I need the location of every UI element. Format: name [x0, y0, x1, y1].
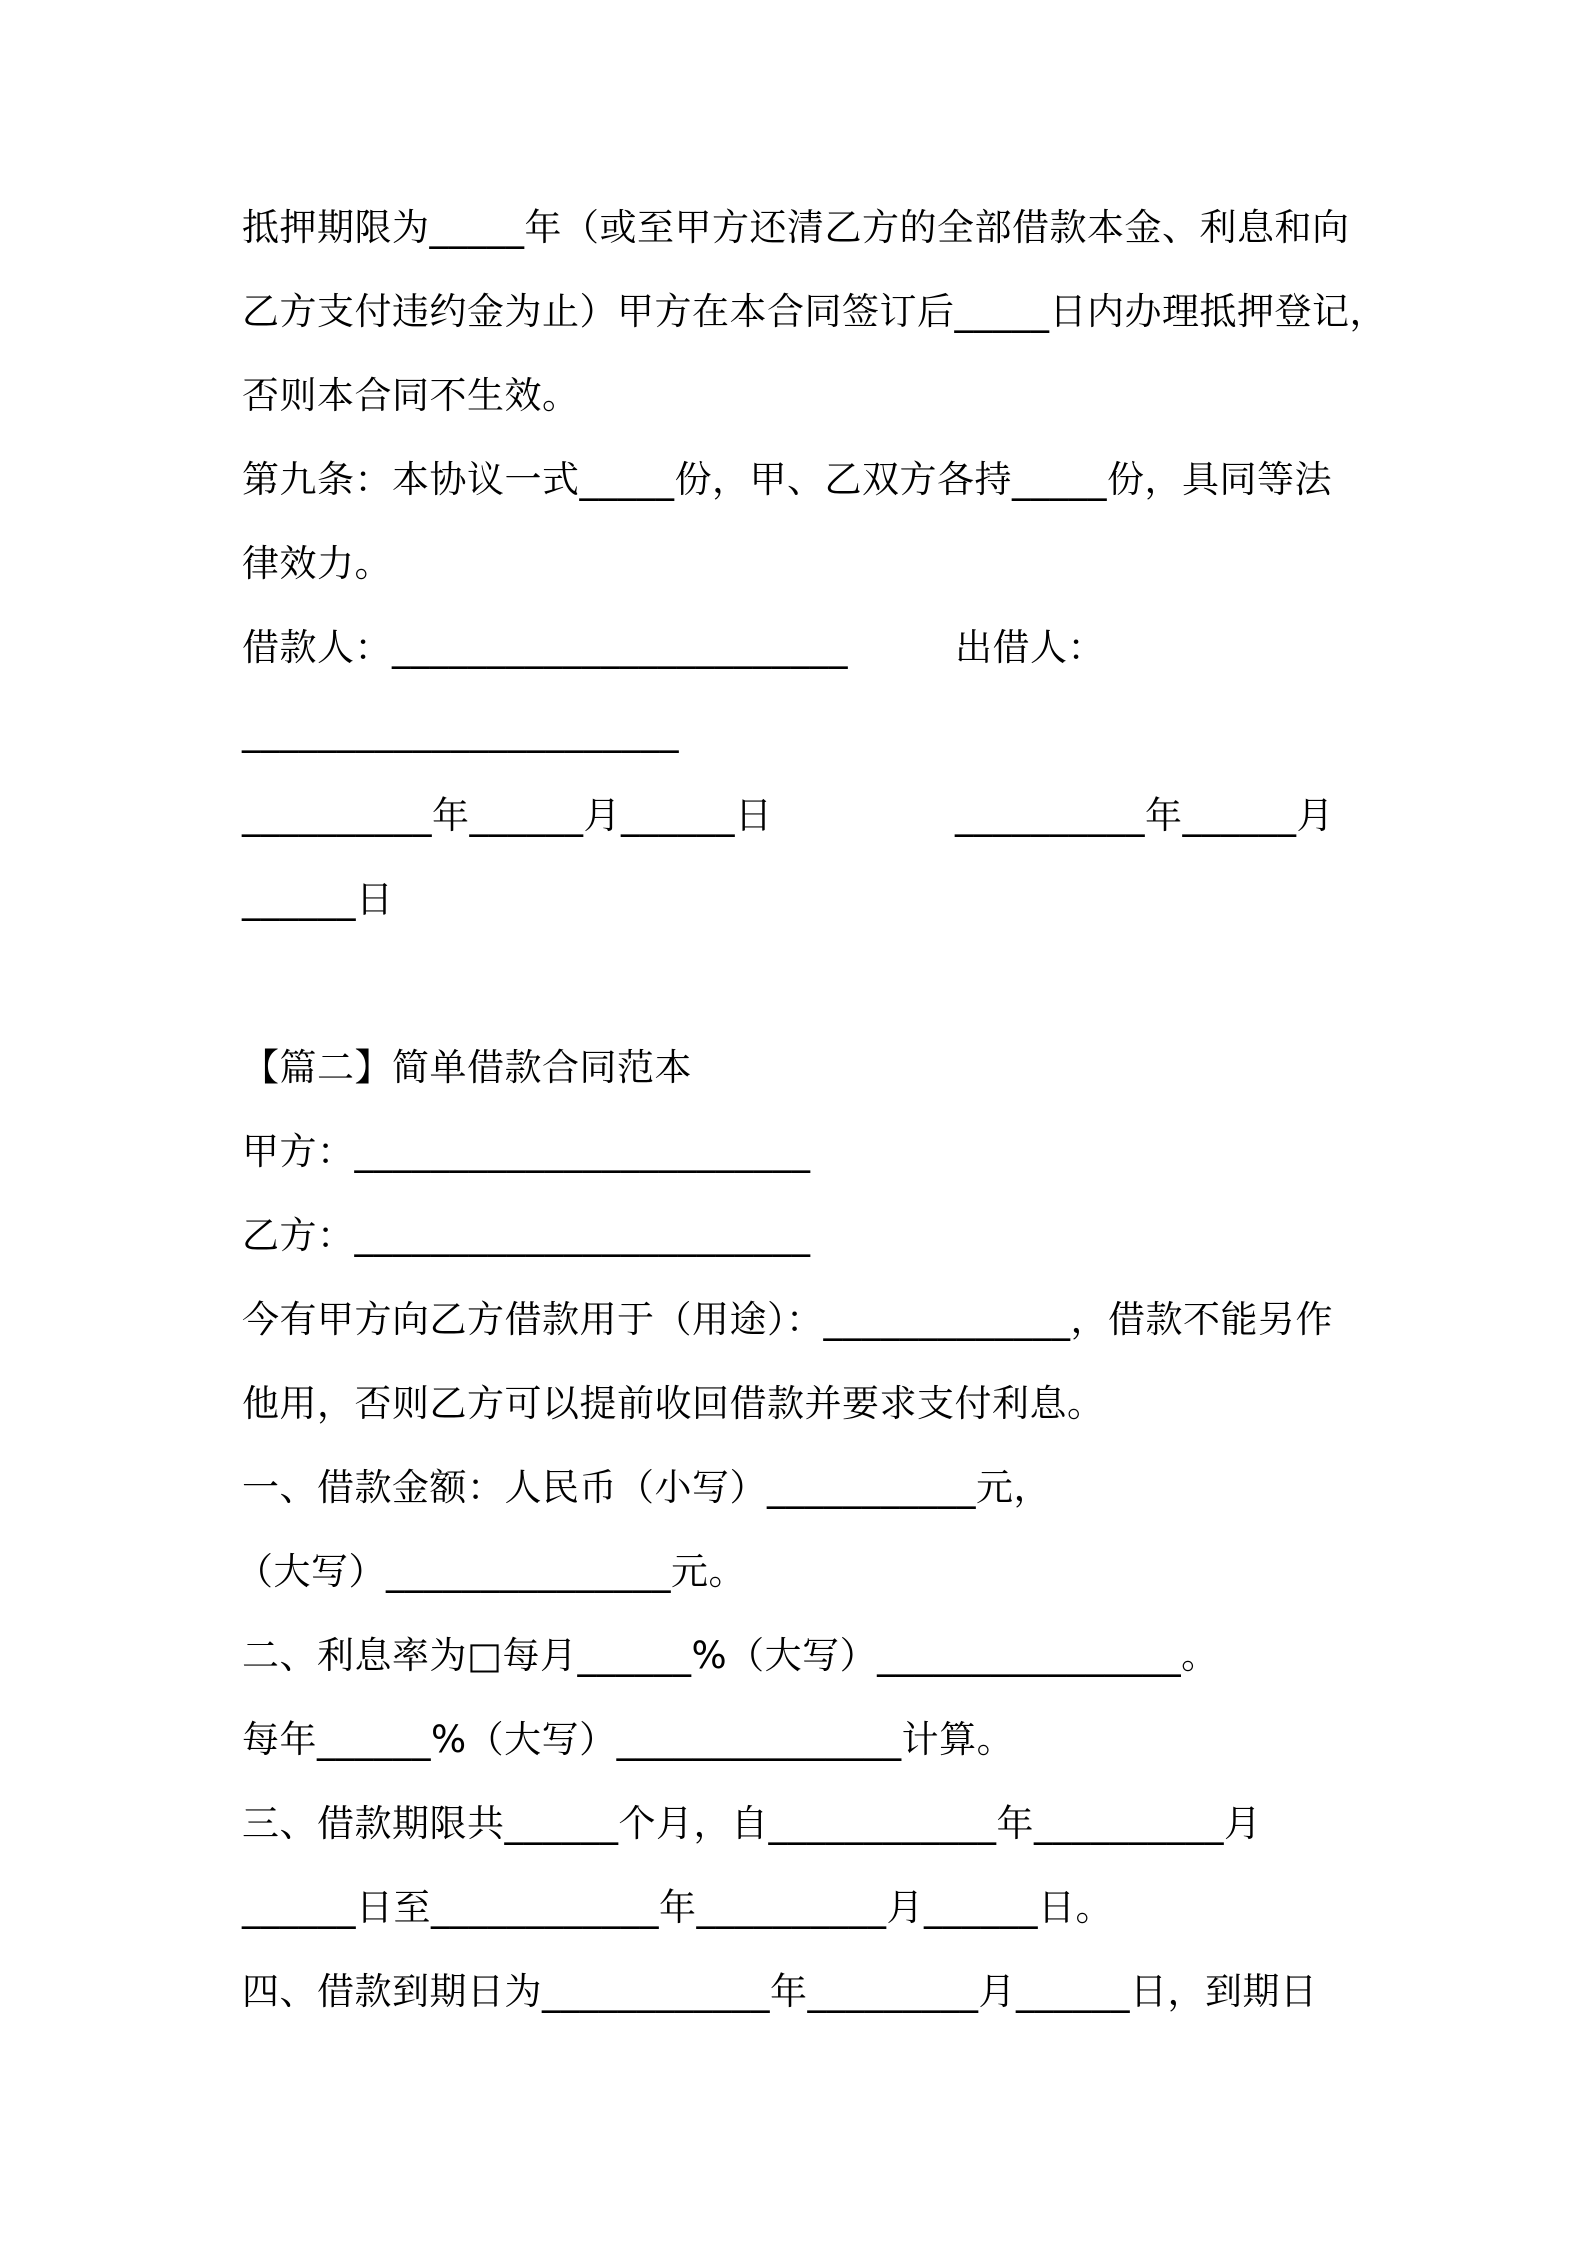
text-line: 否则本合同不生效。: [242, 374, 580, 417]
party-b: 乙方：________________________: [242, 1214, 811, 1257]
due-date: 四、借款到期日为____________年_________月______日，到期日: [242, 1970, 1318, 2013]
text-line: 律效力。: [242, 542, 392, 585]
lender-signature-line: _______________________: [242, 710, 679, 753]
interest-rate-monthly: 二、利息率为□每月______%（大写）________________。: [242, 1634, 1219, 1677]
text-line: 乙方支付违约金为止）甲方在本合同签订后_____日内办理抵押登记，: [242, 290, 1387, 333]
party-a: 甲方：________________________: [242, 1130, 811, 1173]
loan-term-end: ______日至____________年__________月______日。: [242, 1886, 1113, 1929]
loan-amount: 一、借款金额：人民币（小写）___________元，: [242, 1466, 1051, 1509]
section-title: 【篇二】简单借款合同范本: [242, 1046, 692, 1089]
text-line: 抵押期限为_____年（或至甲方还清乙方的全部借款本金、利息和向: [242, 206, 1350, 249]
loan-amount-capital: （大写）_______________元。: [236, 1550, 746, 1593]
lender-signature: 出借人：: [955, 626, 1105, 669]
borrower-date: __________年______月______日: [242, 794, 773, 837]
text-line: 他用，否则乙方可以提前收回借款并要求支付利息。: [242, 1382, 1105, 1425]
lender-date-day: ______日: [242, 878, 394, 921]
interest-rate-yearly: 每年______%（大写）_______________计算。: [242, 1718, 1015, 1761]
borrower-signature: 借款人：________________________: [242, 626, 848, 669]
article-nine: 第九条：本协议一式_____份，甲、乙双方各持_____份，具同等法: [242, 458, 1332, 501]
purpose-clause: 今有甲方向乙方借款用于（用途）：_____________，借款不能另作: [242, 1298, 1333, 1341]
lender-date: __________年______月: [955, 794, 1334, 837]
loan-term: 三、借款期限共______个月，自____________年__________月: [242, 1802, 1262, 1845]
